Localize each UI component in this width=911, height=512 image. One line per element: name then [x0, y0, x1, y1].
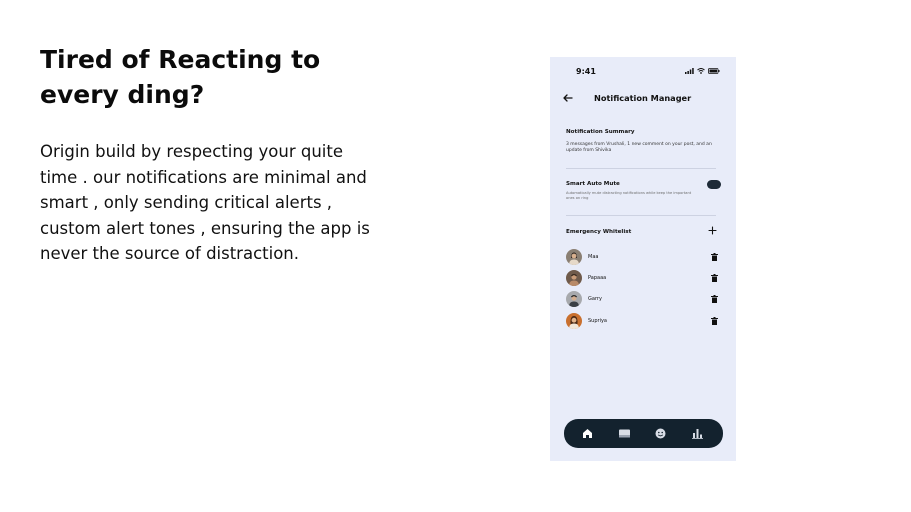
summary-title: Notification Summary	[566, 129, 635, 135]
emoji-icon[interactable]	[654, 427, 667, 440]
trash-icon[interactable]	[711, 274, 718, 282]
trash-icon[interactable]	[711, 295, 718, 303]
divider	[566, 215, 716, 216]
auto-mute-toggle[interactable]	[707, 180, 721, 189]
battery-icon	[708, 68, 720, 74]
summary-text: 3 messages from Vrushali, 1 new comment on your post, and an update from Shivika	[566, 142, 712, 154]
contact-row[interactable]	[566, 249, 724, 265]
inbox-icon[interactable]	[618, 427, 631, 440]
avatar	[566, 249, 582, 265]
avatar	[566, 270, 582, 286]
wifi-icon	[697, 68, 705, 74]
hero-description: Origin build by respecting your quite time . our notifications are minimal and smart , only sending critical alerts , custom alert tones , ensuring the app is never the source of distraction.	[40, 142, 370, 263]
avatar	[566, 313, 582, 329]
status-bar	[550, 57, 736, 85]
contact-row[interactable]	[566, 291, 724, 307]
stats-icon[interactable]	[691, 427, 704, 440]
bottom-nav	[564, 419, 723, 448]
contact-name: Maa	[588, 254, 599, 260]
trash-icon[interactable]	[711, 253, 718, 261]
trash-icon[interactable]	[711, 317, 718, 325]
contact-name: Supriya	[588, 318, 607, 324]
contact-row[interactable]	[566, 270, 724, 286]
page-title: Notification Manager	[594, 93, 692, 103]
phone-screen	[550, 57, 736, 461]
whitelist-title: Emergency Whitelist	[566, 229, 632, 235]
hero-headline: Tired of Reacting to every ding?	[40, 45, 321, 109]
home-icon[interactable]	[581, 427, 594, 440]
add-contact-icon[interactable]	[708, 226, 717, 235]
contact-name: Garry	[588, 296, 602, 302]
auto-mute-title: Smart Auto Mute	[566, 181, 620, 187]
auto-mute-text: Automatically mute distracting notifications while keep the important ones on ring	[566, 191, 692, 200]
app-header	[550, 89, 736, 109]
back-arrow-icon[interactable]	[562, 92, 574, 104]
contact-row[interactable]	[566, 313, 724, 329]
divider	[566, 168, 716, 169]
status-time: 9:41	[576, 67, 596, 76]
avatar	[566, 291, 582, 307]
contact-name: Papaaa	[588, 275, 607, 281]
signal-icon	[685, 68, 694, 74]
status-icons	[685, 68, 720, 74]
